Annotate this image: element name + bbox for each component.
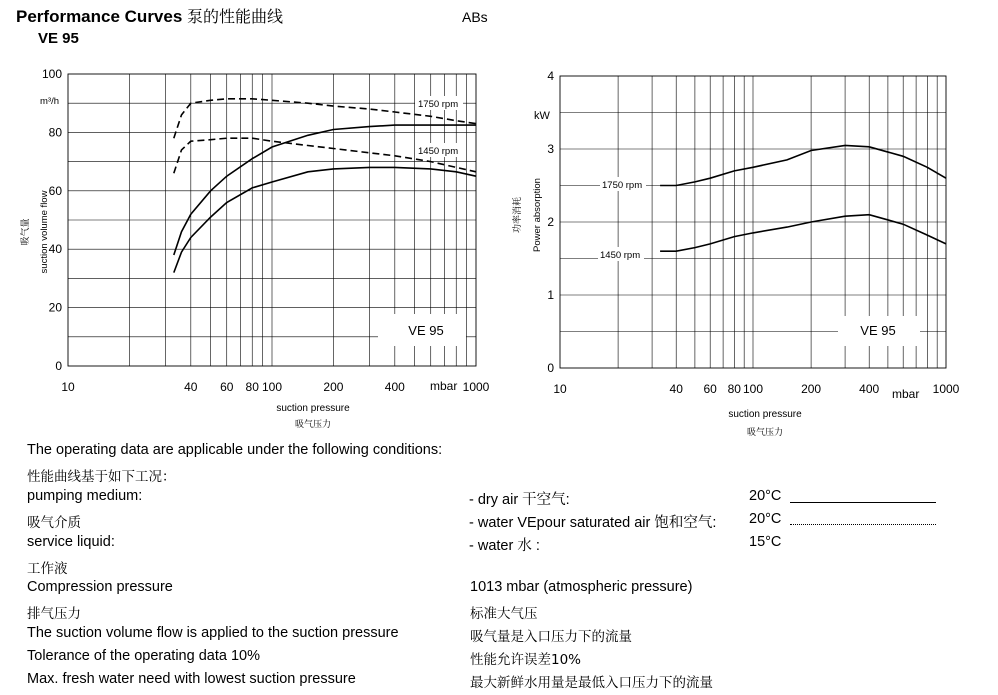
- condition-extra: 20°C: [749, 488, 782, 504]
- legend-line-solid: [790, 502, 936, 503]
- flow-chart-box-label: VE 95: [408, 323, 444, 338]
- y-tick-label: 0: [547, 361, 554, 375]
- page-title: [16, 4, 283, 27]
- condition-label-cn: 工作液: [27, 561, 68, 577]
- flow-x-label: suction pressure: [276, 403, 350, 414]
- condition-value: 1013 mbar (atmospheric pressure): [470, 579, 693, 595]
- x-tick-label: 60: [703, 382, 717, 396]
- condition-label: The suction volume flow is applied to the suction pressure: [27, 625, 399, 641]
- condition-value: - water 水 :: [469, 538, 540, 554]
- power-y-unit: kW: [534, 110, 550, 122]
- y-tick-label: 80: [48, 125, 62, 140]
- x-tick-label: 100: [261, 380, 283, 394]
- flow-x-label-cn: 吸气压力: [294, 419, 332, 429]
- condition-value-cn: 标准大气压: [470, 606, 538, 622]
- conditions-intro: The operating data are applicable under the following conditions:: [27, 442, 443, 458]
- condition-label: Tolerance of the operating data 10%: [27, 648, 260, 664]
- flow-y-unit: m³/h: [40, 96, 59, 107]
- power-chart-box-label: VE 95: [860, 323, 896, 338]
- power-chart: [500, 60, 998, 445]
- page-title-en: Performance Curves: [16, 7, 183, 26]
- condition-value-cn: 性能允许误差10%: [470, 652, 582, 668]
- x-tick-label: 40: [184, 380, 198, 394]
- x-tick-label: 60: [220, 380, 234, 394]
- x-tick-label: 400: [384, 380, 405, 394]
- condition-value-cn: 吸气量是入口压力下的流量: [470, 629, 632, 645]
- power-x-label-cn: 吸气压力: [746, 427, 784, 437]
- condition-value: - water VEpour saturated air 饱和空气:: [469, 515, 717, 531]
- y-tick-label: 60: [48, 183, 62, 198]
- conditions-intro-cn: 性能曲线基于如下工况：: [27, 469, 176, 485]
- x-tick-label: 40: [669, 382, 683, 396]
- condition-label: pumping medium:: [27, 488, 143, 504]
- condition-extra: 15°C: [749, 534, 782, 550]
- x-tick-label: 200: [801, 382, 822, 396]
- y-tick-label: 3: [547, 142, 554, 156]
- condition-label: service liquid:: [27, 534, 115, 550]
- power-y-label-cn: 功率消耗: [512, 196, 522, 234]
- condition-extra: 20°C: [749, 511, 782, 527]
- power-x-label: suction pressure: [728, 409, 802, 420]
- x-tick-label: 80: [245, 380, 259, 394]
- condition-value-cn: 最大新鲜水用量是最低入口压力下的流量: [470, 675, 713, 691]
- power-y-label: Power absorption: [532, 178, 543, 252]
- flow-x-unit: mbar: [430, 379, 458, 393]
- y-tick-label: 4: [547, 69, 554, 83]
- x-tick-label: 80: [727, 382, 741, 396]
- brand-label: ABs: [462, 9, 488, 25]
- condition-label-cn: 排气压力: [27, 606, 81, 622]
- condition-value: - dry air 干空气:: [469, 492, 570, 508]
- flow-series-label-1450: 1450 rpm: [418, 146, 459, 157]
- y-tick-label: 40: [48, 242, 62, 257]
- flow-chart: [0, 60, 500, 440]
- y-tick-label: 1: [547, 288, 554, 302]
- x-tick-label: 10: [61, 380, 75, 394]
- y-tick-label: 2: [547, 215, 554, 229]
- x-tick-label: 1000: [462, 380, 490, 394]
- condition-label: Max. fresh water need with lowest suction pressure: [27, 671, 356, 687]
- y-tick-label: 20: [48, 300, 62, 315]
- y-tick-label: 100: [41, 67, 62, 81]
- power-series-label-1450: 1450 rpm: [600, 250, 641, 261]
- x-tick-label: 400: [859, 382, 880, 396]
- condition-label: Compression pressure: [27, 579, 173, 595]
- power-x-unit: mbar: [892, 387, 920, 401]
- x-tick-label: 1000: [932, 382, 960, 396]
- page-title-cn: 泵的性能曲线: [187, 7, 284, 26]
- x-tick-label: 100: [742, 382, 764, 396]
- flow-series-label-1750: 1750 rpm: [418, 99, 459, 110]
- x-tick-label: 10: [553, 382, 567, 396]
- y-tick-label: 0: [55, 359, 62, 373]
- flow-y-label: suction volume flow: [39, 190, 50, 274]
- condition-label-cn: 吸气介质: [27, 515, 81, 531]
- x-tick-label: 200: [323, 380, 344, 394]
- legend-line-dotted: [790, 524, 936, 525]
- power-series-label-1750: 1750 rpm: [602, 180, 643, 191]
- model-label: VE 95: [38, 30, 79, 47]
- flow-y-label-cn: 吸气量: [20, 218, 30, 246]
